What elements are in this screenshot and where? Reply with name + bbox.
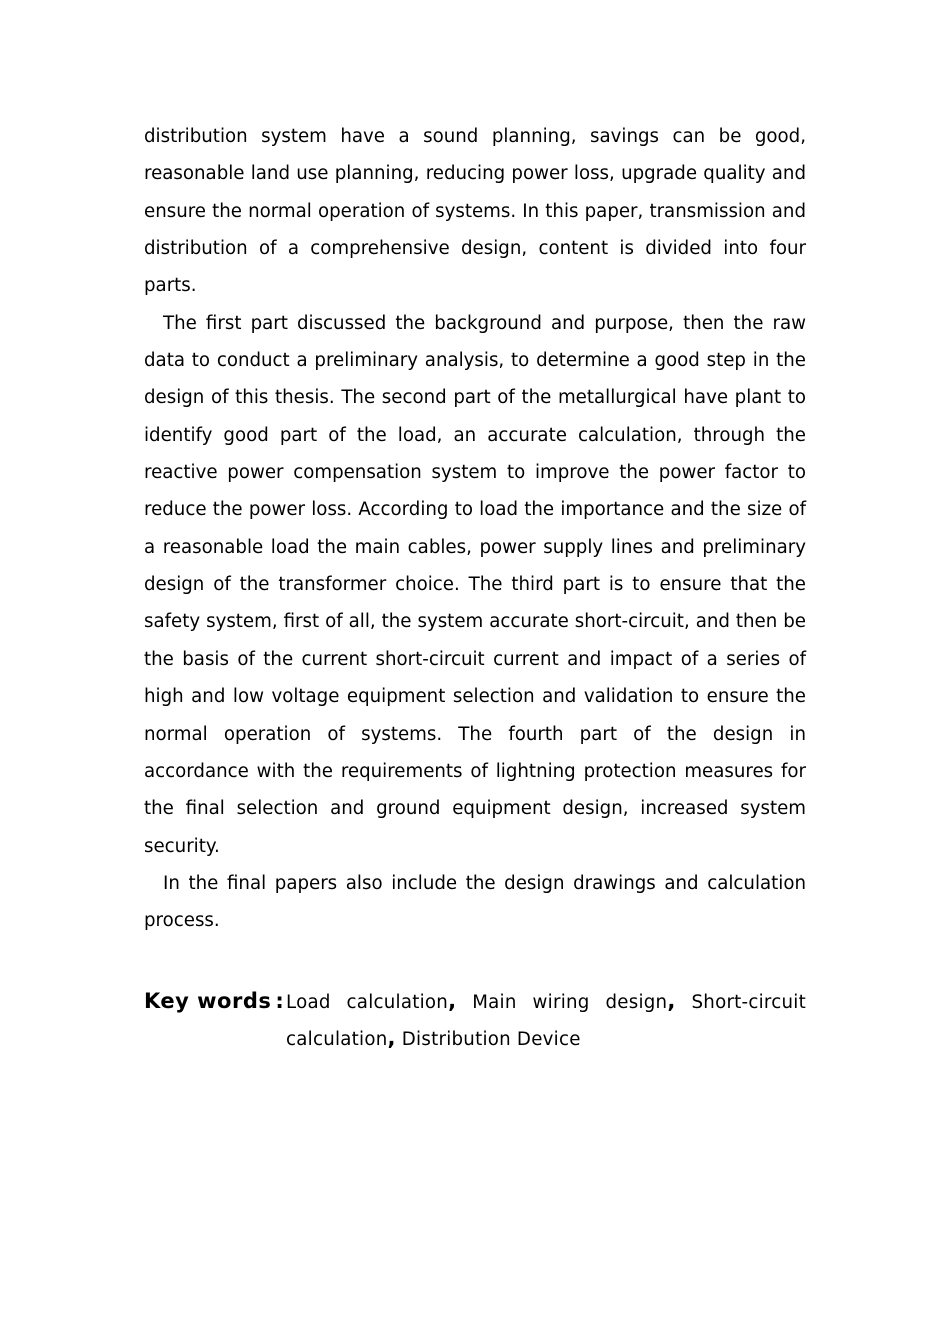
keywords-heading — [144, 984, 286, 1021]
keywords-label: Key words — [144, 989, 272, 1013]
keywords-list — [286, 984, 806, 1057]
keyword-separator: , — [448, 989, 457, 1013]
abstract-paragraph-1: distribution system have a sound planning, savings can be good, reasonable land use planning, reducing power loss, upgrade quality and ensure the normal operation of systems. In this paper, transmission and distribution of a comprehensive design, content is divided into four parts. — [144, 126, 806, 297]
keyword-item: Short-circuit calculation — [286, 992, 806, 1050]
keyword-item: Distribution Device — [401, 1028, 581, 1050]
keyword-separator: , — [667, 989, 676, 1013]
abstract-body — [144, 118, 806, 940]
keyword-separator: , — [387, 1025, 396, 1050]
keyword-item: Main wiring design — [472, 992, 668, 1013]
keywords-section — [144, 984, 806, 1057]
keyword-item: Load calculation — [286, 992, 449, 1013]
abstract-paragraph-3: In the final papers also include the design drawings and calculation process. — [144, 872, 806, 932]
abstract-paragraph-2: The first part discussed the background and purpose, then the raw data to conduct a preliminary analysis, to determine a good step in the design of this thesis. The second part of the metallurgical have plant to identify good part of the load, an accurate calculation, through the reactive power compensation system to improve the power factor to reduce the power loss. According to load the importance and the size of a reasonable load the main cables, power supply lines and preliminary design of the transformer choice. The third part is to ensure that the safety system, first of all, the system accurate short-circuit, and then be the basis of the current short-circuit current and impact of a series of high and low voltage equipment selection and validation to ensure the normal operation of systems. The fourth part of the design in accordance with the requirements of lightning protection measures for the final selection and ground equipment design, increased system security. — [144, 312, 806, 857]
keywords-colon: : — [275, 989, 284, 1013]
